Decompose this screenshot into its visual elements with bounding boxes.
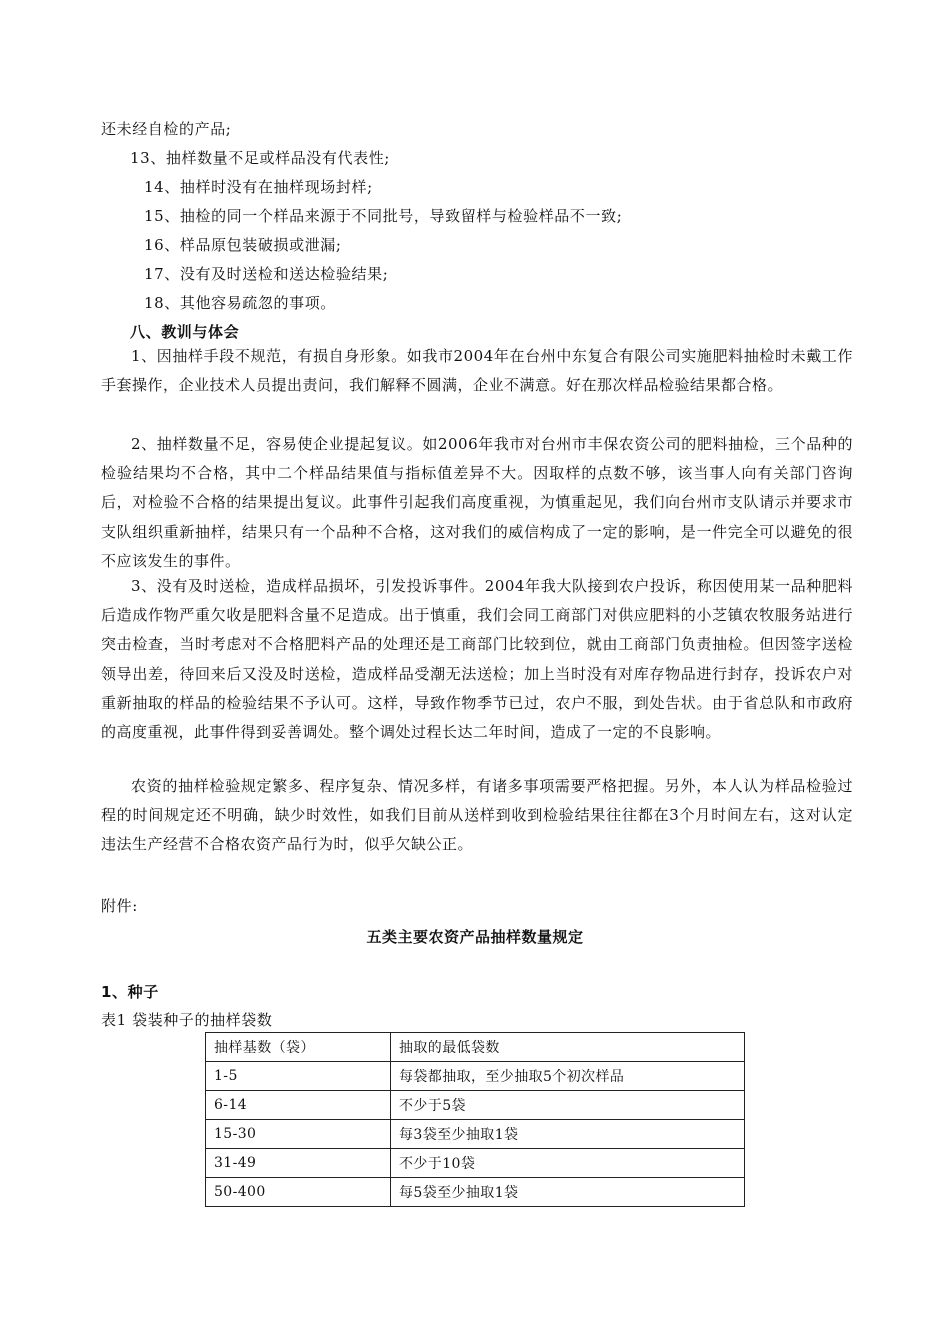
table-cell: 50-400 — [206, 1178, 391, 1207]
paragraph-4: 农资的抽样检验规定繁多、程序复杂、情况多样，有诸多事项需要严格把握。另外，本人认为样品检验过程的时间规定还不明确，缺少时效性，如我们目前从送样到收到检验结果往往都在3个月时间左右，这对认定违法生产经营不合格农资产品行为时，似乎欠缺公正。 — [101, 777, 853, 854]
table-cell: 不少于10袋 — [391, 1149, 745, 1178]
table-header-cell: 抽样基数（袋） — [206, 1033, 391, 1062]
paragraph-1: 1、因抽样手段不规范，有损自身形象。如我市2004年在台州中东复合有限公司实施肥料抽检时未戴工作手套操作，企业技术人员提出责问，我们解释不圆满，企业不满意。好在那次样品检验结果都合格。 — [101, 347, 853, 395]
table-row — [206, 1120, 745, 1149]
paragraph-3: 3、没有及时送检，造成样品损坏，引发投诉事件。2004年我大队接到农户投诉，称因使用某一品种肥料后造成作物严重欠收是肥料含量不足造成。出于慎重，我们会同工商部门对供应肥料的小芝镇农牧服务站进行突击检查，当时考虑对不合格肥料产品的处理还是工商部门比较到位，就由工商部门负责抽检。但因签字送检领导出差，待回来后又没及时送检，造成样品受潮无法送检；加上当时没有对库存物品进行封存，投诉农户对重新抽取的样品的检验结果不予认可。这样，导致作物季节已过，农户不服，到处告状。由于省总队和市政府的高度重视，此事件得到妥善调处。整个调处过程长达二年时间，造成了一定的不良影响。 — [101, 577, 853, 742]
attachment-title: 五类主要农资产品抽样数量规定 — [366, 928, 584, 946]
continuation-line: 还未经自检的产品; — [101, 120, 232, 138]
table-cell: 每3袋至少抽取1袋 — [391, 1120, 745, 1149]
paragraph-2: 2、抽样数量不足，容易使企业提起复议。如2006年我市对台州市丰保农资公司的肥料抽检，三个品种的检验结果均不合格，其中二个样品结果值与指标值差异不大。因取样的点数不够，该当事人向有关部门咨询后，对检验不合格的结果提出复议。此事件引起我们高度重视，为慎重起见，我们向台州市支队请示并要求市支队组织重新抽样，结果只有一个品种不合格，这对我们的威信构成了一定的影响，是一件完全可以避免的很不应该发生的事件。 — [101, 435, 853, 570]
table-cell: 15-30 — [206, 1120, 391, 1149]
list-item-15: 15、抽检的同一个样品来源于不同批号，导致留样与检验样品不一致; — [144, 207, 623, 225]
table-row — [206, 1062, 745, 1091]
attachment-label: 附件: — [101, 897, 138, 915]
table-header-row — [206, 1033, 745, 1062]
table-header-cell: 抽取的最低袋数 — [391, 1033, 745, 1062]
table-row — [206, 1149, 745, 1178]
list-item-16: 16、样品原包装破损或泄漏; — [144, 236, 342, 254]
list-item-14: 14、抽样时没有在抽样现场封样; — [144, 178, 373, 196]
table-row — [206, 1091, 745, 1120]
table-cell: 每5袋至少抽取1袋 — [391, 1178, 745, 1207]
table-cell: 不少于5袋 — [391, 1091, 745, 1120]
table-cell: 6-14 — [206, 1091, 391, 1120]
list-item-13: 13、抽样数量不足或样品没有代表性; — [130, 149, 390, 167]
section-seeds-heading: 1、种子 — [101, 983, 159, 1001]
table-cell: 每袋都抽取，至少抽取5个初次样品 — [391, 1062, 745, 1091]
table-cell: 1-5 — [206, 1062, 391, 1091]
list-item-17: 17、没有及时送检和送达检验结果; — [144, 265, 389, 283]
table-caption: 表1 袋装种子的抽样袋数 — [101, 1011, 273, 1029]
list-item-18: 18、其他容易疏忽的事项。 — [144, 294, 336, 312]
seed-sampling-table — [205, 1032, 745, 1207]
table-cell: 31-49 — [206, 1149, 391, 1178]
section-heading: 八、教训与体会 — [130, 323, 240, 341]
table-row — [206, 1178, 745, 1207]
